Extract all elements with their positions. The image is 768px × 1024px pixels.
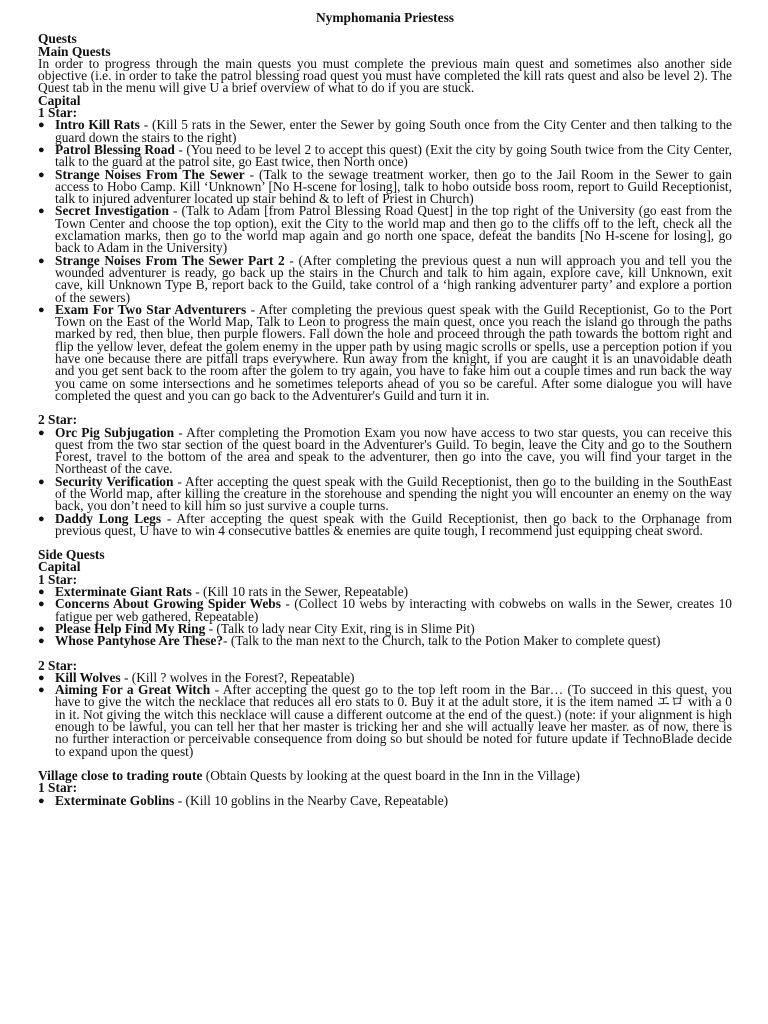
- quest-description: - After completing the Promotion Exam you now have access to two star quests, you can receive this quest from the two star section of the quest board in the Adventurer's Guild. To begin, leave the City and go to the Southern Forest, travel to the bottom of the area and speak to the adventurer, then go into the cave, you will find your target in the Northeast of the cave.: [55, 424, 732, 477]
- bullet-icon: ●: [38, 598, 45, 611]
- bullet-icon: ●: [38, 475, 45, 488]
- bullet-icon: ●: [38, 512, 45, 525]
- quest-description: - (Kill ? wolves in the Forest?, Repeatable): [120, 669, 355, 685]
- quest-description: - (Kill 10 rats in the Sewer, Repeatable): [191, 584, 409, 600]
- main-star2-heading: 2 Star:: [38, 412, 78, 428]
- quest-item: [38, 301, 733, 403]
- quest-name: Concerns About Growing Spider Webs: [55, 596, 281, 612]
- main-quests-intro: In order to progress through the main quests you must complete the previous main quest and sometimes also another side objective (i.e. in order to take the patrol blessing road quest you must have completed the kill rats quest and also be level 2). The Quest tab in the menu will give U a brief overview of what to do if you are stuck.: [38, 55, 732, 96]
- quest-name: Intro Kill Rats: [55, 117, 140, 133]
- bullet-icon: ●: [38, 684, 45, 697]
- quest-name: Security Verification: [55, 473, 174, 489]
- quest-description: - (Talk to the sewage treatment worker, then go to the Jail Room in the Sewer to gain access to Hobo Camp. Kill ‘Unknown’ [No H-scene for losing], talk to hobo outside boss room, report to Guild Receptionist, talk to injured adventurer located up stair behind & to left of Priest in Church): [55, 166, 732, 207]
- quest-item: [38, 635, 732, 647]
- bullet-icon: ●: [38, 168, 45, 181]
- bullet-icon: ●: [38, 586, 45, 599]
- bullet-icon: ●: [38, 671, 45, 684]
- main-capital-heading: Capital: [38, 92, 81, 108]
- quests-heading: Quests: [38, 31, 77, 47]
- quest-description: - After completing the previous quest speak with the Guild Receptionist, Go to the Port Town on the East of the World Map, Talk to Leon to progress the main quest, once you reach the island go through the paths marked by red, then blue, then purple flowers. Fall down the hole and proceed through the path towards the bottom right and flip the yellow lever, defeat the golem enemy in the upper path by using magic scrolls or spells, use a perception potion if you have one because there are pitfall traps everywhere. Run away from the knight, if you are caught it is an unavoidable death and you get sent back to the room after the golem to try again, you have to fake him out a couple times and run back the way you came on some intersections and he sometimes teleports ahead of you so be careful. After some dialogue you will have completed the quest and you can go back to the Adventurer's Guild and turn it in.: [55, 301, 733, 403]
- document-title: Nymphomania Priestess: [316, 10, 454, 25]
- bullet-icon: ●: [38, 254, 45, 267]
- quest-name: Daddy Long Legs: [55, 510, 162, 526]
- quest-item: [38, 473, 732, 514]
- quest-name: Exam For Two Star Adventurers: [55, 301, 247, 317]
- quest-description: - (Talk to the man next to the Church, talk to the Potion Maker to complete quest): [223, 633, 661, 649]
- main-star1-heading: 1 Star:: [38, 105, 78, 121]
- village-star1-heading: 1 Star:: [38, 780, 78, 796]
- quest-description: - (Talk to lady near City Exit, ring is in Slime Pit): [205, 620, 475, 636]
- main-star2-list: [38, 424, 732, 538]
- quest-item: [38, 141, 732, 170]
- quest-item: [38, 252, 732, 305]
- quest-name: Exterminate Giant Rats: [55, 584, 192, 600]
- bullet-icon: ●: [38, 622, 45, 635]
- quest-name: Patrol Blessing Road: [55, 141, 175, 157]
- quest-name: Secret Investigation: [55, 203, 169, 219]
- quest-description: - After accepting the quest go to the top left room in the Bar… (To succeed in this quest, you have to give the witch the necklace that reduces all ero stats to 0. Buy it at the adult store, it is the item named エロ with a 0 in it. Not giving the witch this necklace will cause a different outcome at the end of the quest.) (note: if your alignment is high enough to be lawful, you can tell her that her master is tricking her and she will actually leave her master. as of now, there is no further interaction or perceivable consequence from doing so but should be noted for future update if TechnoBlade decide to expand upon the quest): [55, 682, 732, 759]
- quest-description: - (Kill 5 rats in the Sewer, enter the Sewer by going South once from the City Center and then talking to the guard down the stairs to the right): [55, 117, 732, 145]
- bullet-icon: ●: [38, 635, 45, 648]
- side-quests-heading: Side Quests: [38, 547, 105, 563]
- side-star2-list: [38, 669, 732, 759]
- quest-item: [38, 792, 732, 808]
- side-star1-list: [38, 586, 732, 647]
- spacer: [38, 648, 732, 660]
- bullet-icon: ●: [38, 794, 45, 807]
- quest-description: - (You need to be level 2 to accept this quest) (Exit the city by going South twice from the City Center, talk to the guard at the patrol site, go East twice, then North once): [55, 141, 732, 170]
- bullet-icon: ●: [38, 303, 45, 316]
- side-capital-heading: Capital: [38, 559, 81, 575]
- main-quests-heading: Main Quests: [38, 43, 111, 59]
- quest-name: Strange Noises From The Sewer Part 2: [55, 252, 285, 268]
- side-star2-heading: 2 Star:: [38, 657, 78, 673]
- village-heading: Village close to trading route: [38, 767, 203, 783]
- village-paragraph: [38, 767, 732, 783]
- side-star1-heading: 1 Star:: [38, 571, 78, 587]
- quest-name: Please Help Find My Ring: [55, 620, 206, 636]
- quest-item: [38, 166, 732, 207]
- quest-item: [38, 684, 732, 758]
- quest-description: - (After completing the previous quest a nun will approach you and tell you the wounded adventurer is ready, go back up the stairs in the Church and talk to him again, explore cave, kill Unknown, exit cave, kill Unknown Type B, report back to the Guild, take control of a ‘high ranking adventurer party’ and explore a portion of the sewers): [55, 252, 732, 305]
- quest-item: [38, 119, 732, 144]
- quest-item: [38, 510, 732, 538]
- quest-name: Kill Wolves: [55, 669, 121, 685]
- bullet-icon: ●: [38, 119, 45, 132]
- quest-name: Whose Pantyhose Are These?: [55, 633, 224, 649]
- quest-item: [38, 205, 732, 254]
- village-star1-list: [38, 792, 732, 808]
- quest-name: Aiming For a Great Witch: [55, 682, 211, 698]
- quest-description: - (Talk to Adam [from Patrol Blessing Road Quest] in the top right of the University (go east from the Town Center and choose the top option), exit the City to the world map and then go to the cliffs off to the left, check all the exclamation marks, then go to the world map again and go north one space, defeat the bandits [No H-scene for losing], go back to Adam in the University): [55, 203, 732, 256]
- village-note: (Obtain Quests by looking at the quest board in the Inn in the Village): [202, 767, 580, 783]
- quest-description: - After accepting the quest speak with the Guild Receptionist, then go back to the Orphanage from previous quest, U have to win 4 consecutive battles & enemies are quite tough, I recommend just equipping cheat sword.: [55, 510, 732, 538]
- main-star1-list: [38, 119, 732, 402]
- quest-description: - (Kill 10 goblins in the Nearby Cave, Repeatable): [174, 792, 449, 808]
- quest-name: Orc Pig Subjugation: [55, 424, 175, 440]
- bullet-icon: ●: [38, 143, 45, 156]
- quest-item: [38, 424, 732, 477]
- quest-name: Strange Noises From The Sewer: [55, 166, 245, 182]
- quest-item: [38, 598, 732, 623]
- quest-name: Exterminate Goblins: [55, 792, 175, 808]
- spacer: [38, 537, 732, 549]
- bullet-icon: ●: [38, 205, 45, 218]
- quest-description: - (Collect 10 webs by interacting with cobwebs on walls in the Sewer, creates 10 fatigue per web gathered, Repeatable): [55, 596, 732, 624]
- bullet-icon: ●: [38, 426, 45, 439]
- quest-description: - After accepting the quest speak with the Guild Receptionist, then go to the building in the SouthEast of the World map, after killing the creature in the storehouse and spending the night you will encounter an enemy on the way back, you don’t need to kill him so just survive a couple turns.: [55, 473, 732, 514]
- spacer: [38, 402, 732, 414]
